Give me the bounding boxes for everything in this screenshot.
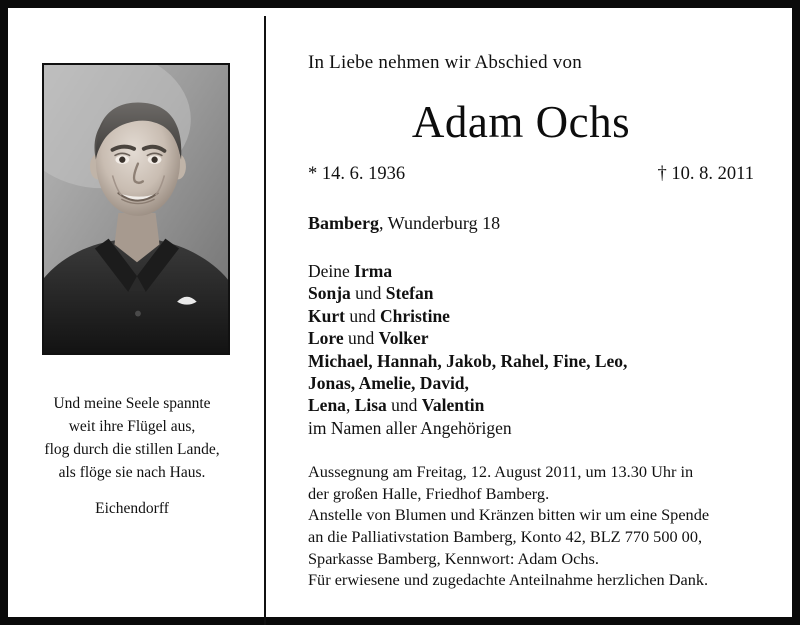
notice-line: der großen Halle, Friedhof Bamberg. xyxy=(308,483,550,503)
left-column xyxy=(8,8,256,617)
family-name: Volker xyxy=(378,328,429,349)
intro-text: In Liebe nehmen wir Abschied von xyxy=(308,52,582,73)
notice-line: Anstelle von Blumen und Kränzen bitten wir um eine Spende xyxy=(308,505,710,525)
notice-line: Aussegnung am Freitag, 12. August 2011, um 13.30 Uhr in xyxy=(308,462,694,482)
page-border-left xyxy=(0,0,8,625)
family-name: Sonja xyxy=(308,283,351,304)
place-city: Bamberg xyxy=(308,213,379,233)
family-list xyxy=(308,260,764,439)
family-connector: Deine xyxy=(308,261,355,281)
poem-line: flog durch die stillen Lande, xyxy=(44,440,220,458)
family-name: Christine xyxy=(379,305,450,326)
place-street: , Wunderburg 18 xyxy=(379,213,501,233)
poem-text xyxy=(18,393,246,485)
portrait-photo xyxy=(44,65,228,353)
family-name: Irma xyxy=(354,261,393,281)
family-line xyxy=(308,394,764,416)
family-name: Jonas, Amelie, David, xyxy=(308,372,469,393)
family-name: Michael, Hannah, Jakob, Rahel, Fine, Leo, xyxy=(308,350,628,371)
notice-line: an die Palliativstation Bamberg, Konto 42, BLZ 770 500 00, xyxy=(308,527,703,547)
family-name: Lena xyxy=(308,395,346,416)
notice-line: Sparkasse Bamberg, Kennwort: Adam Ochs. xyxy=(308,548,599,568)
family-name: Lisa xyxy=(354,395,387,416)
family-line xyxy=(308,282,764,304)
right-column xyxy=(256,8,792,617)
funeral-notice xyxy=(308,461,764,591)
family-line xyxy=(308,350,764,372)
family-name: Stefan xyxy=(385,283,434,304)
page-border-bottom xyxy=(0,617,800,625)
poem-line: weit ihre Flügel aus, xyxy=(68,417,196,435)
dates-row xyxy=(308,164,764,185)
place-line xyxy=(308,213,764,234)
page-border-right xyxy=(792,0,800,625)
family-line xyxy=(308,305,764,327)
birth-date: * 14. 6. 1936 xyxy=(308,164,406,184)
family-line xyxy=(308,417,764,439)
family-connector: im Namen aller Angehörigen xyxy=(308,417,512,438)
poem-line: Und meine Seele spannte xyxy=(53,395,211,412)
family-name: Kurt xyxy=(308,305,345,326)
death-date: † 10. 8. 2011 xyxy=(657,164,754,184)
page-border-top xyxy=(0,0,800,8)
family-line xyxy=(308,372,764,394)
family-name: Lore xyxy=(308,328,344,349)
family-connector: und xyxy=(344,305,380,326)
notice-line: Für erwiesene und zugedachte Anteilnahme herzlichen Dank. xyxy=(308,570,709,590)
obituary-inner xyxy=(8,8,792,617)
deceased-name: Adam Ochs xyxy=(411,97,631,147)
family-connector: und xyxy=(343,328,379,349)
family-line xyxy=(308,260,764,282)
poem-line: als flöge sie nach Haus. xyxy=(58,463,206,481)
family-name: Valentin xyxy=(421,395,485,416)
portrait-frame xyxy=(42,63,230,355)
family-connector: und xyxy=(386,395,422,416)
family-connector: und xyxy=(350,283,386,304)
family-connector: , xyxy=(345,395,355,416)
poem-author: Eichendorff xyxy=(95,500,169,517)
family-line xyxy=(308,327,764,349)
